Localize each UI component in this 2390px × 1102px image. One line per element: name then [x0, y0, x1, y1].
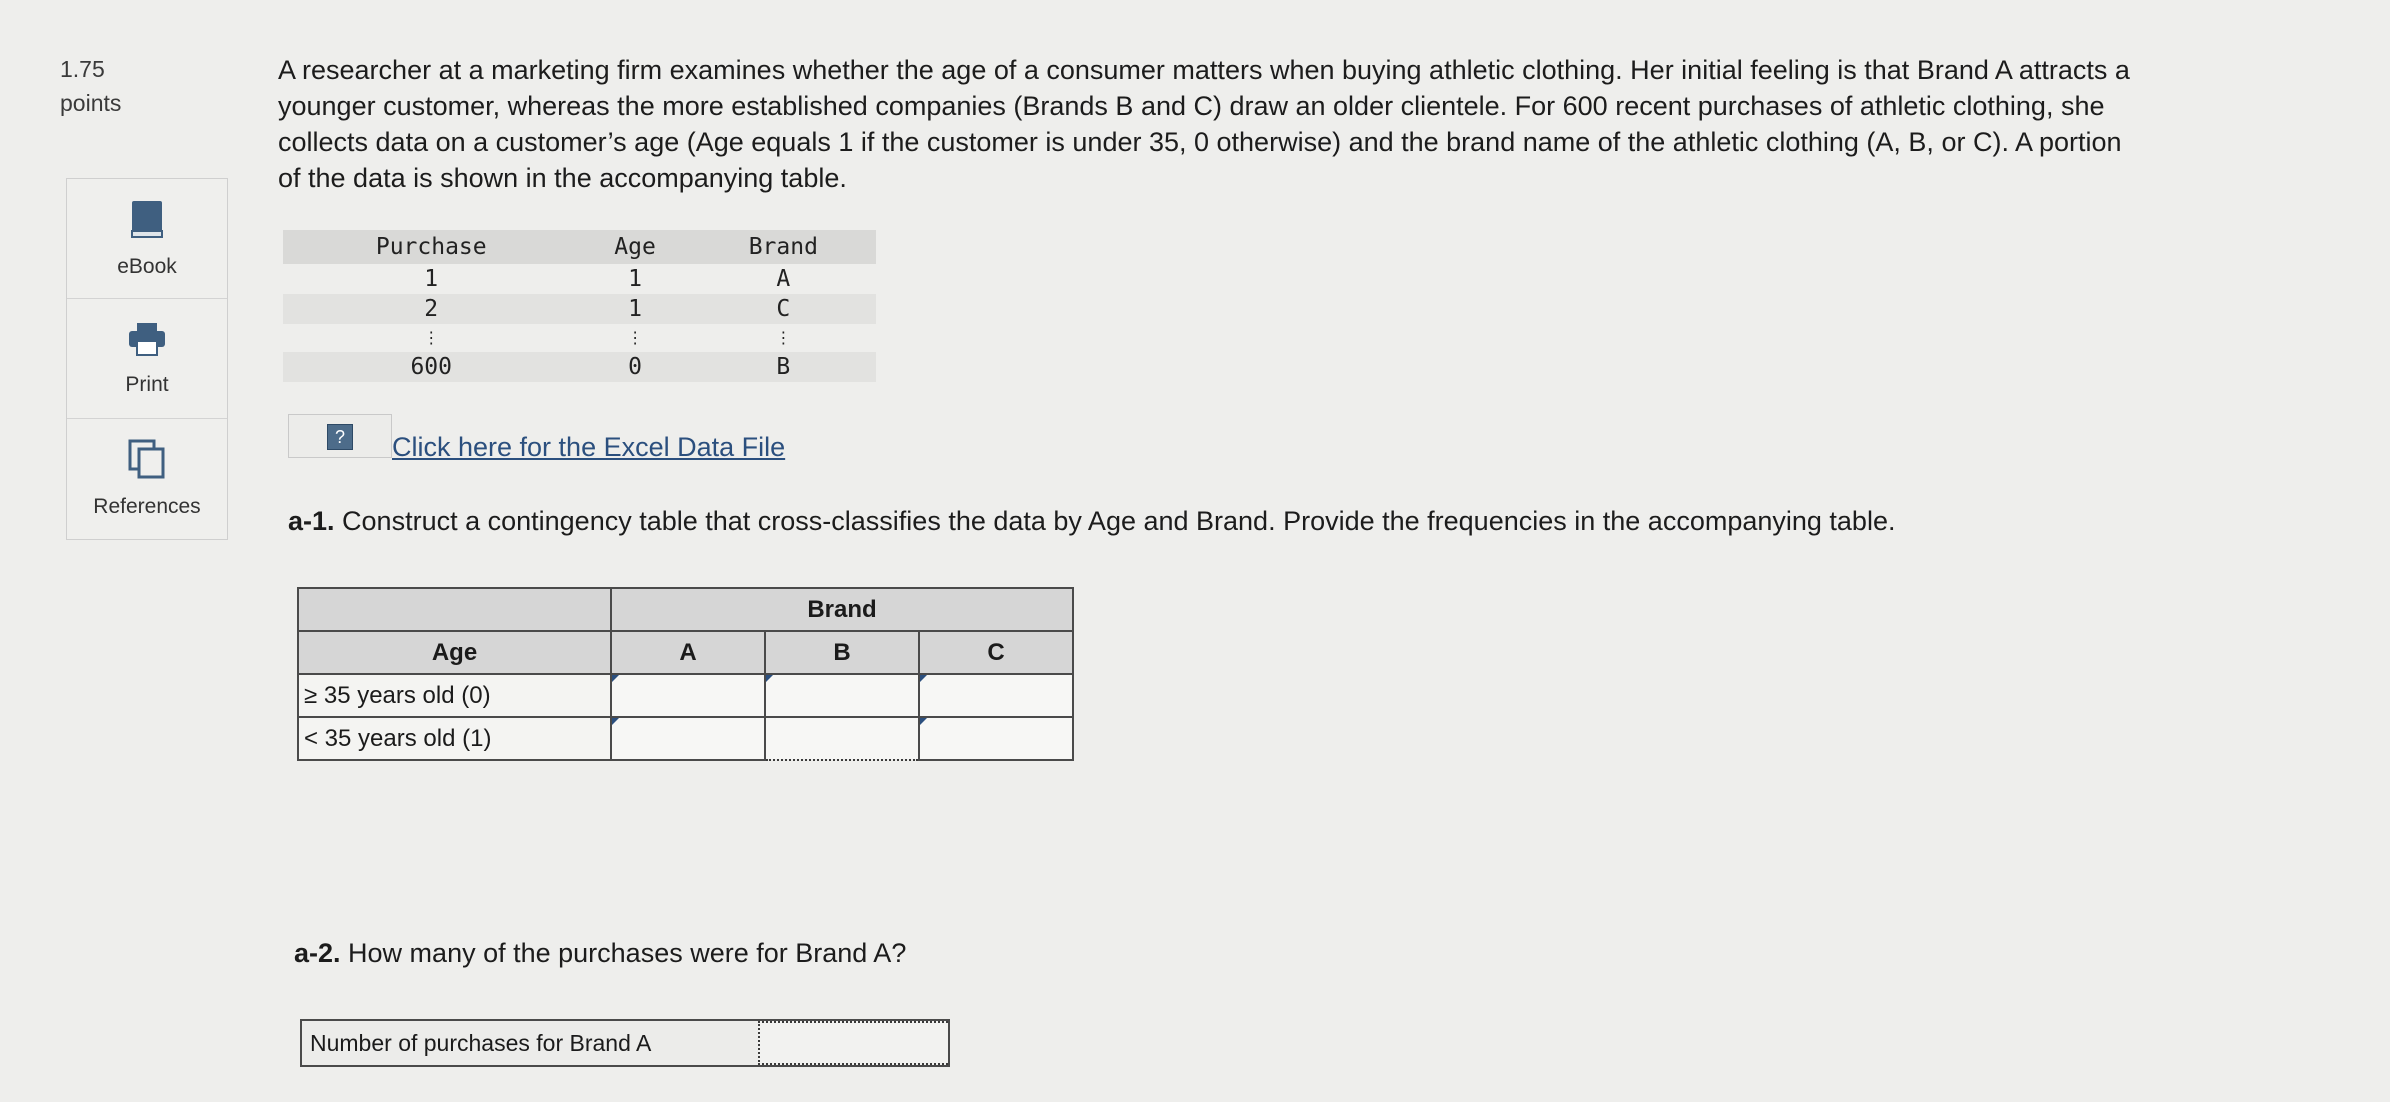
- table-cell: 1: [579, 294, 690, 324]
- question-a1-text: Construct a contingency table that cross-classifies the data by Age and Brand. Provide the frequencies in the accompanying table.: [342, 506, 1896, 536]
- table-cell: 1: [424, 266, 439, 292]
- question-a1: [288, 506, 1895, 537]
- brand-a-count-input[interactable]: [758, 1021, 948, 1065]
- table-cell: 1: [628, 266, 642, 292]
- table-cell: 2: [283, 294, 579, 324]
- question-text: A researcher at a marketing firm examines whether the age of a consumer matters when buying athletic clothing. Her initial feeling is that Brand A attracts a younger customer, whereas the more established companies (Brands B and C) draw an older clientele. For 600 recent purchases of athletic clothing, she collects data on a customer’s age (Age equals 1 if the customer is under 35, 0 otherwise) and the brand name of the athletic clothing (A, B, or C). A portion of the data is shown in the accompanying table.: [278, 55, 2130, 193]
- table-row: [283, 264, 876, 294]
- brand-c-header: C: [919, 631, 1073, 674]
- input-age0-brand-b[interactable]: [765, 674, 919, 717]
- table-row: [283, 352, 876, 382]
- contingency-table: [297, 587, 1074, 761]
- printer-icon: [127, 321, 167, 363]
- question-a2: [294, 938, 906, 969]
- age-header: Age: [298, 631, 611, 674]
- points-value: 1.75: [60, 56, 105, 82]
- cell-marker-icon: [612, 675, 619, 682]
- sidebar-item-label: eBook: [117, 254, 177, 278]
- brand-a-count-row: [300, 1019, 950, 1067]
- input-age1-brand-a[interactable]: [611, 717, 765, 760]
- question-mark-icon: ?: [327, 424, 353, 450]
- sidebar-item-label: References: [93, 494, 201, 518]
- brand-a-header: A: [611, 631, 765, 674]
- cell-marker-icon: [766, 675, 773, 682]
- question-a2-label: a-2.: [294, 938, 341, 968]
- table-row: [283, 324, 876, 352]
- ellipsis-cell: ⋮: [627, 328, 644, 347]
- sidebar-item-references[interactable]: [67, 419, 227, 538]
- input-age0-brand-c[interactable]: [919, 674, 1073, 717]
- header-blank-cell: [298, 588, 611, 631]
- cell-marker-icon: [920, 718, 927, 725]
- points-block: [60, 52, 121, 120]
- table-cell: 600: [283, 352, 579, 382]
- column-header: Purchase: [283, 230, 579, 264]
- table-cell: A: [776, 266, 791, 292]
- brand-b-header: B: [765, 631, 919, 674]
- copy-icon: [128, 439, 166, 485]
- table-header-row: [283, 230, 876, 264]
- sidebar-item-print[interactable]: [67, 299, 227, 419]
- row-label-age-0: ≥ 35 years old (0): [298, 674, 611, 717]
- brand-header: Brand: [611, 588, 1073, 631]
- table-row: [298, 717, 1073, 760]
- excel-data-file-link[interactable]: Click here for the Excel Data File: [392, 432, 786, 462]
- column-header: Brand: [691, 230, 876, 264]
- table-row: [283, 294, 876, 324]
- book-icon: [130, 199, 164, 245]
- resource-sidebar: [66, 178, 228, 540]
- table-row: [298, 674, 1073, 717]
- cell-marker-icon: [920, 675, 927, 682]
- input-age1-brand-c[interactable]: [919, 717, 1073, 760]
- data-table: [283, 230, 876, 382]
- question-a2-text: How many of the purchases were for Brand A?: [348, 938, 907, 968]
- column-header: Age: [579, 230, 690, 264]
- table-header-row: [298, 588, 1073, 631]
- input-age1-brand-b[interactable]: [765, 717, 919, 760]
- question-a1-label: a-1.: [288, 506, 335, 536]
- brand-a-count-label: Number of purchases for Brand A: [302, 1021, 758, 1065]
- table-cell: B: [691, 352, 876, 382]
- ellipsis-cell: ⋮: [423, 328, 440, 347]
- table-cell: C: [691, 294, 876, 324]
- sidebar-item-ebook[interactable]: [67, 179, 227, 299]
- table-header-row: [298, 631, 1073, 674]
- sidebar-item-label: Print: [125, 372, 169, 396]
- ellipsis-cell: ⋮: [775, 328, 792, 347]
- help-button[interactable]: [288, 414, 392, 458]
- input-age0-brand-a[interactable]: [611, 674, 765, 717]
- cell-marker-icon: [612, 718, 619, 725]
- points-label: points: [60, 90, 122, 116]
- table-cell: 0: [579, 352, 690, 382]
- row-label-age-1: < 35 years old (1): [298, 717, 611, 760]
